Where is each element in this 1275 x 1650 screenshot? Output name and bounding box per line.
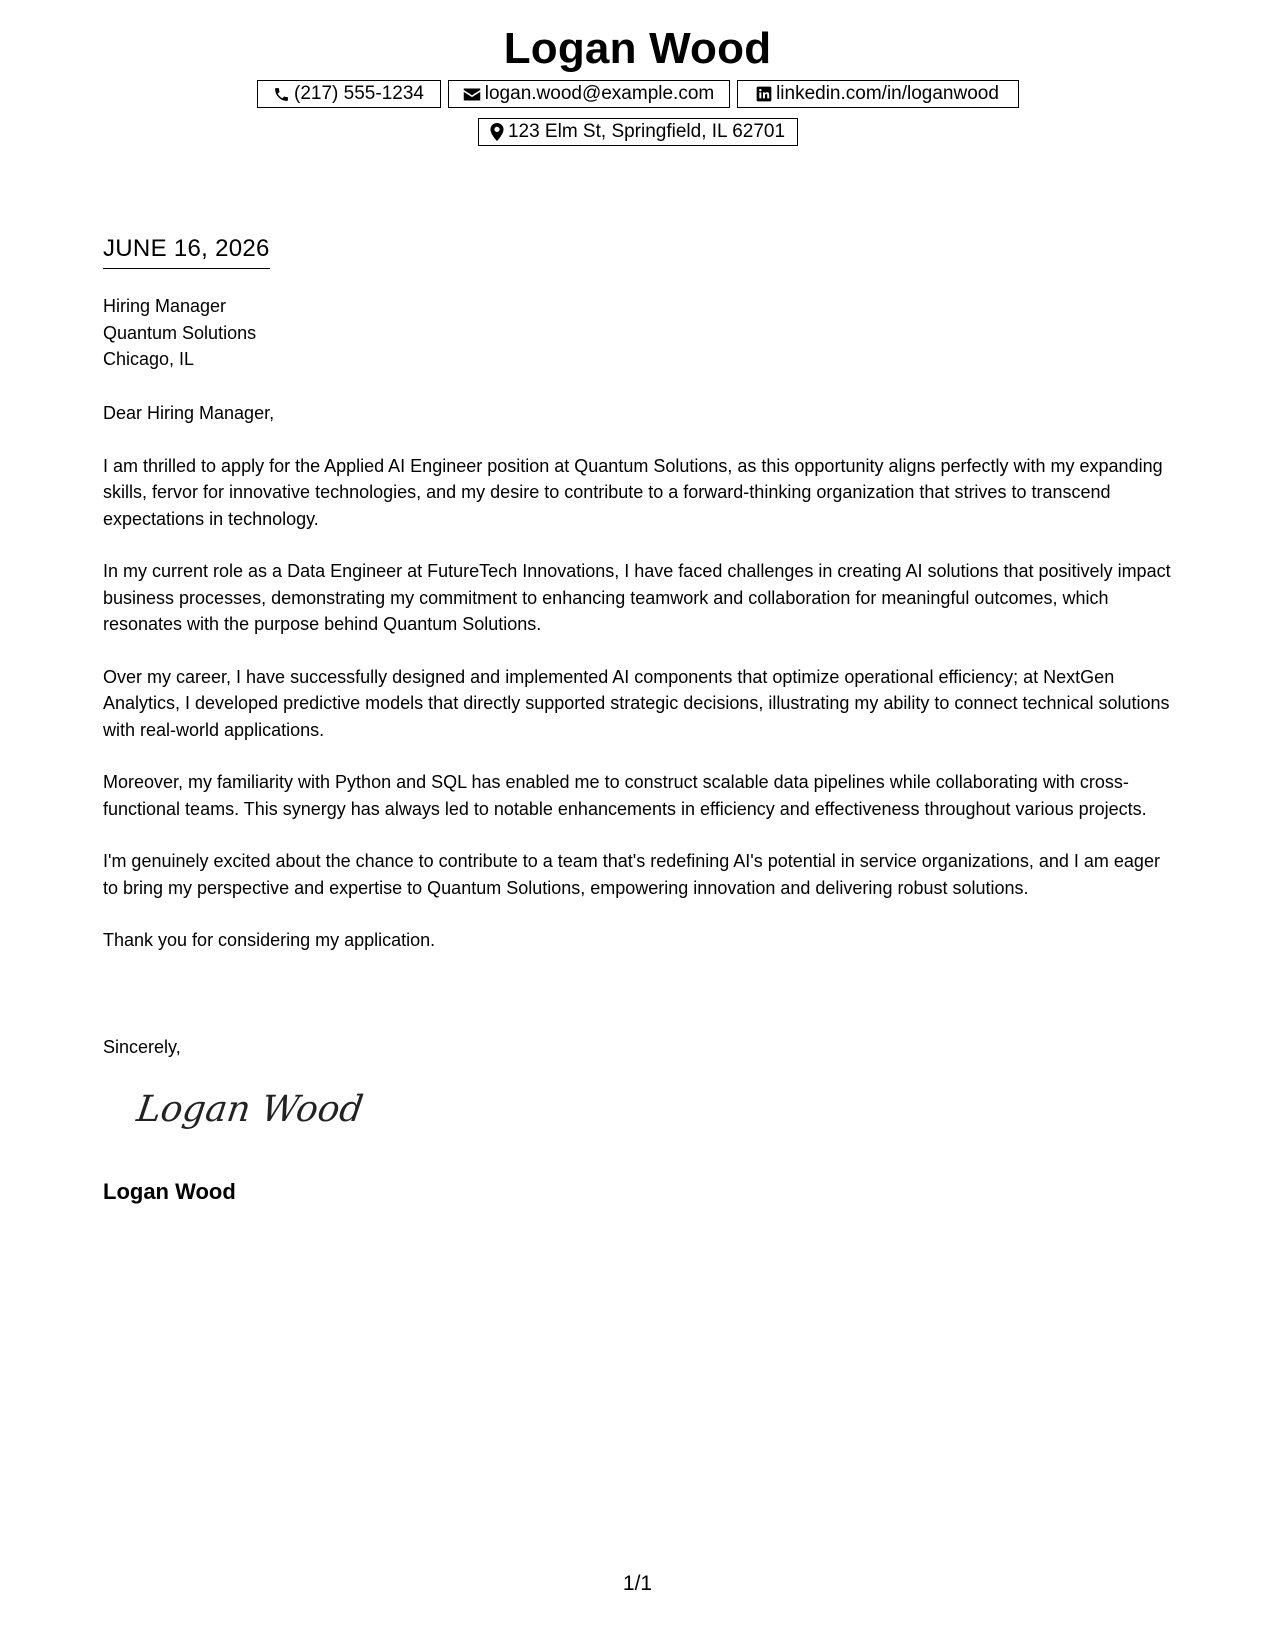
signoff-name: Logan Wood [103, 1179, 236, 1204]
phone-text: (217) 555-1234 [294, 83, 424, 104]
recipient-line: Quantum Solutions [103, 322, 257, 343]
phone-icon [273, 86, 290, 103]
map-pin-icon [490, 123, 504, 141]
contact-row [0, 80, 1275, 108]
recipient-block [103, 293, 256, 373]
body-paragraph: I'm genuinely excited about the chance to contribute to a team that's redefining AI's potential in service organizations, and I am eager to bring my perspective and expertise to Quantum Solutions, empowering innovation and delivering robust solutions. [103, 851, 1160, 898]
address-text: 123 Elm St, Springfield, IL 62701 [507, 121, 786, 142]
recipient-line: Chicago, IL [103, 349, 195, 369]
body-paragraph: In my current role as a Data Engineer at FutureTech Innovations, I have faced challenges in creating AI solutions that positively impact business processes, demonstrating my commitment to enhancing teamwork and collaboration for meaningful outcomes, which resonates with the purpose behind Quantum Solutions. [103, 561, 1171, 634]
applicant-name: Logan Wood [503, 24, 772, 73]
thank-you-line: Thank you for considering my application. [103, 930, 436, 950]
linkedin-chip [737, 80, 1019, 108]
closing: Sincerely, [103, 1037, 181, 1057]
linkedin-text: linkedin.com/in/loganwood [776, 83, 999, 104]
letter-date: JUNE 16, 2026 [103, 234, 270, 269]
page-number: 1/1 [622, 1572, 653, 1595]
body-paragraph: Over my career, I have successfully designed and implemented AI components that optimize operational efficiency; at NextGen Analytics, I developed predictive models that directly supported strategic decisions, illustrating my ability to connect technical solutions with real-world applications. [103, 666, 1170, 740]
address-row [0, 118, 1275, 146]
recipient-line: Hiring Manager [103, 296, 227, 316]
body-paragraph: I am thrilled to apply for the Applied AI Engineer position at Quantum Solutions, as this opportunity aligns perfectly with my expanding skills, fervor for innovative technologies, and my desire to contribute to a forward-thinking organization that strives to transcend expectations in technology. [103, 455, 1163, 529]
envelope-icon [463, 87, 481, 102]
handwritten-signature: Logan Wood [134, 1089, 366, 1130]
email-text: logan.wood@example.com [484, 83, 715, 104]
letter-body [103, 400, 1173, 980]
email-chip [448, 80, 730, 108]
salutation: Dear Hiring Manager, [103, 403, 275, 423]
address-chip [478, 118, 798, 146]
linkedin-icon [756, 86, 772, 102]
phone-chip [257, 80, 441, 108]
body-paragraph: Moreover, my familiarity with Python and SQL has enabled me to construct scalable data pipelines while collaborating with cross-functional teams. This synergy has always led to notable enhancements in efficiency and effectiveness throughout various projects. [103, 772, 1147, 819]
